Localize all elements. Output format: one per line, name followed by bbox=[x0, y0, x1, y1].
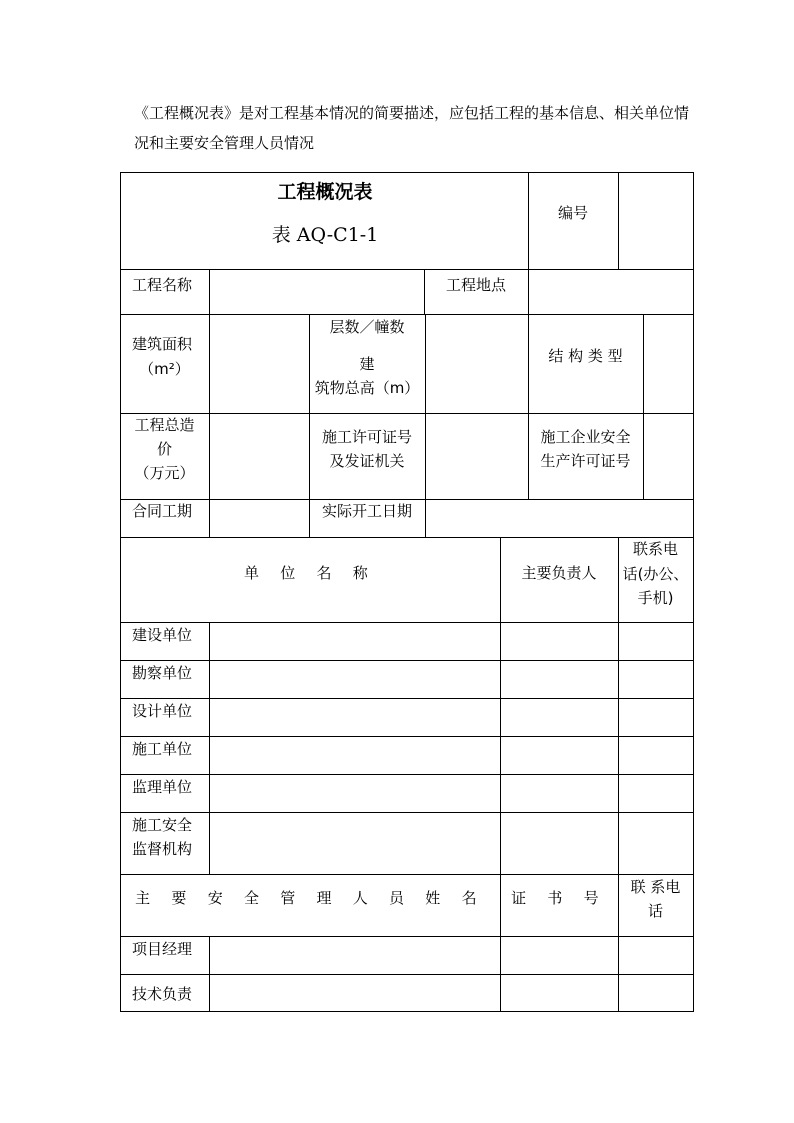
unit-phone-header-3: 手机) bbox=[637, 589, 674, 607]
unit-row-label: 施工单位 bbox=[132, 740, 193, 758]
unit-phone-header-1: 联系电 bbox=[632, 540, 678, 558]
structure-type-label: 结 构 类 型 bbox=[548, 347, 623, 365]
staff-name-header: 主 要 安 全 管 理 人 员 姓 名 bbox=[135, 889, 485, 907]
unit-row-label: 建设单位 bbox=[132, 626, 193, 644]
unit-phone-header-2: 话(办公、 bbox=[622, 565, 689, 583]
unit-row-label: 设计单位 bbox=[132, 702, 193, 720]
intro-paragraph: 《工程概况表》是对工程基本情况的简要描述，应包括工程的基本信息、相关单位情况和主要安全管理人员情况 bbox=[134, 104, 690, 152]
project-cost-unit: （万元） bbox=[134, 464, 195, 482]
project-name-label: 工程名称 bbox=[132, 276, 193, 294]
unit-head-header: 主要负责人 bbox=[521, 564, 597, 582]
construction-permit-label-2: 及发证机关 bbox=[329, 452, 405, 470]
table-title: 工程概况表 bbox=[277, 181, 373, 203]
safety-permit-label-2: 生产许可证号 bbox=[540, 452, 631, 470]
floors-label: 层数／幢数 bbox=[329, 318, 405, 336]
staff-phone-header-2: 话 bbox=[647, 902, 663, 920]
safety-permit-label-1: 施工企业安全 bbox=[540, 428, 631, 446]
staff-phone-header-1: 联 系电 bbox=[630, 878, 681, 896]
project-cost-label-2: 价 bbox=[156, 440, 172, 458]
construction-permit-label-1: 施工许可证号 bbox=[321, 428, 412, 446]
staff-cert-header: 证 书 号 bbox=[511, 889, 607, 907]
staff-row-label: 项目经理 bbox=[132, 940, 193, 958]
number-label: 编号 bbox=[557, 204, 588, 222]
project-overview-table bbox=[120, 172, 694, 1012]
building-area-label: 建筑面积 bbox=[132, 335, 193, 353]
unit-name-header: 单 位 名 称 bbox=[243, 564, 377, 582]
height-label-line1: 建 bbox=[359, 355, 375, 373]
building-area-unit: （m²） bbox=[139, 360, 190, 378]
table-code: 表 AQ-C1-1 bbox=[271, 224, 379, 246]
unit-row-label: 监理单位 bbox=[132, 778, 193, 796]
actual-start-date-label: 实际开工日期 bbox=[321, 502, 412, 520]
project-location-label: 工程地点 bbox=[445, 276, 506, 294]
project-cost-label-1: 工程总造 bbox=[134, 416, 195, 434]
supervision-label-1: 施工安全 bbox=[132, 816, 193, 834]
unit-row-label: 勘察单位 bbox=[132, 664, 193, 682]
supervision-label-2: 监督机构 bbox=[132, 840, 193, 858]
contract-duration-label: 合同工期 bbox=[132, 502, 193, 520]
height-label-line2: 筑物总高（m） bbox=[314, 379, 420, 397]
staff-row-label: 技术负责 bbox=[132, 985, 193, 1003]
